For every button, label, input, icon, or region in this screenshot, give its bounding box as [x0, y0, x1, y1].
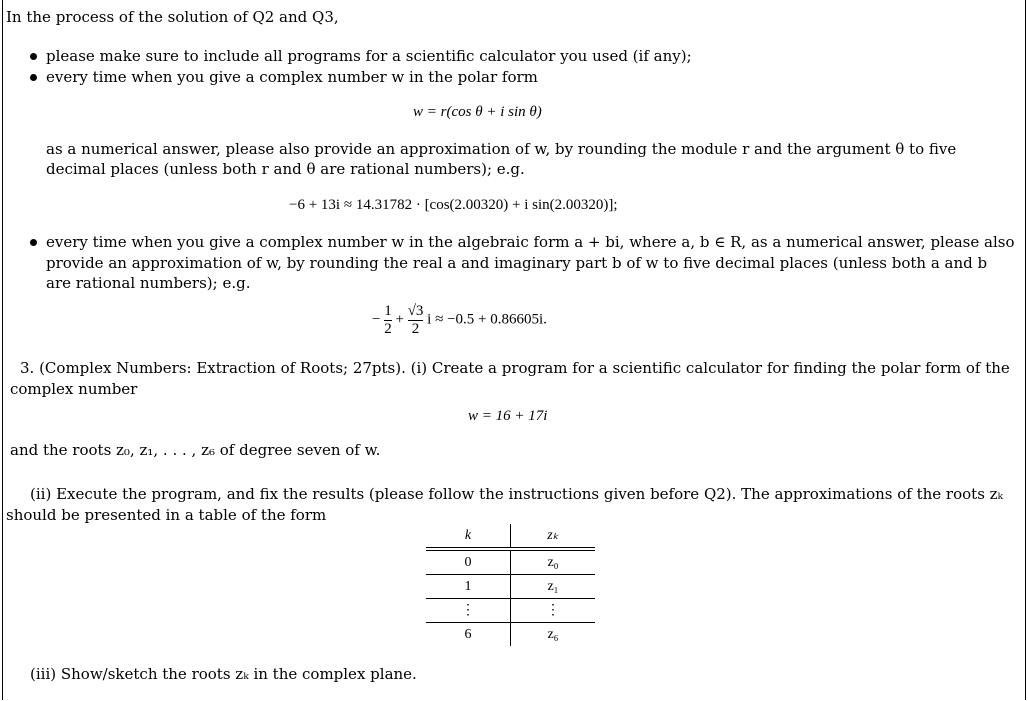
table-cell: 6	[464, 626, 472, 642]
table-header-k: k	[426, 524, 511, 549]
table-row	[426, 575, 595, 599]
bullet-2-line-3: decimal places (unless both r and θ are rational numbers); e.g.	[46, 160, 525, 178]
bullet-dot-2	[30, 74, 37, 81]
part-ii-line-1: (ii) Execute the program, and fix the results (please follow the instructions given before Q2). The approximations of the roots zₖ	[30, 485, 1004, 503]
example-minus: −	[372, 311, 381, 328]
fraction-1-denominator: 2	[384, 320, 392, 337]
table-row	[426, 599, 595, 623]
roots-table	[426, 524, 595, 646]
intro-text: In the process of the solution of Q2 and Q3,	[6, 8, 339, 26]
fraction-2-numerator: √3	[407, 303, 424, 319]
table-row	[426, 549, 595, 575]
bullet-dot-3	[30, 239, 37, 246]
table-cell: z₀	[511, 549, 596, 575]
example-rest: i ≈ −0.5 + 0.86605i.	[427, 311, 547, 328]
bullet-2-line-2: as a numerical answer, please also provide an approximation of w, by rounding the module r and the argument θ to five	[46, 140, 957, 158]
table-header-row	[426, 524, 595, 549]
problem-3-line-3: and the roots z₀, z₁, . . . , z₆ of degree seven of w.	[10, 441, 381, 459]
table-cell: 1	[426, 575, 511, 599]
polar-form-formula: w = r(cos θ + i sin θ)	[413, 104, 542, 120]
polar-example-formula: −6 + 13i ≈ 14.31782 · [cos(2.00320) + i sin(2.00320)];	[289, 197, 618, 213]
part-iii-text: (iii) Show/sketch the roots zₖ in the complex plane.	[30, 665, 417, 683]
example-plus: +	[395, 311, 404, 328]
fraction-2-denominator: 2	[408, 320, 424, 338]
bullet-3-line-3: are rational numbers); e.g.	[46, 274, 251, 292]
table-cell: ⋮	[426, 599, 511, 623]
problem-3-line-1: 3. (Complex Numbers: Extraction of Roots; 27pts). (i) Create a program for a scientific calculator for finding the polar form of the	[20, 359, 1010, 377]
algebraic-example-formula	[372, 303, 547, 337]
table-cell: 0	[426, 549, 511, 575]
fraction-1-numerator: 1	[384, 303, 392, 319]
bullet-1-text: please make sure to include all programs for a scientific calculator you used (if any);	[46, 47, 692, 65]
table-header-zk: zₖ	[511, 524, 596, 549]
fraction-sqrt3-half	[408, 303, 424, 337]
fraction-one-half	[384, 303, 392, 337]
table-cell: z₆	[511, 623, 596, 647]
bullet-dot-1	[30, 53, 37, 60]
bullet-3-line-2: provide an approximation of w, by rounding the real a and imaginary part b of w to five decimal places (unless both a and b	[46, 254, 988, 272]
part-ii-line-2: should be presented in a table of the form	[6, 506, 327, 524]
bullet-2-line-1: every time when you give a complex number w in the polar form	[46, 68, 538, 86]
table-cell: ⋮	[511, 599, 596, 623]
table-row	[426, 623, 595, 647]
bullet-3-line-1: every time when you give a complex number w in the algebraic form a + bi, where a, b ∈ R, as a numerical answer, please also	[46, 233, 1015, 251]
w-value-formula: w = 16 + 17i	[468, 408, 548, 424]
table-cell: z₁	[511, 575, 596, 599]
problem-3-line-2: complex number	[10, 380, 138, 398]
